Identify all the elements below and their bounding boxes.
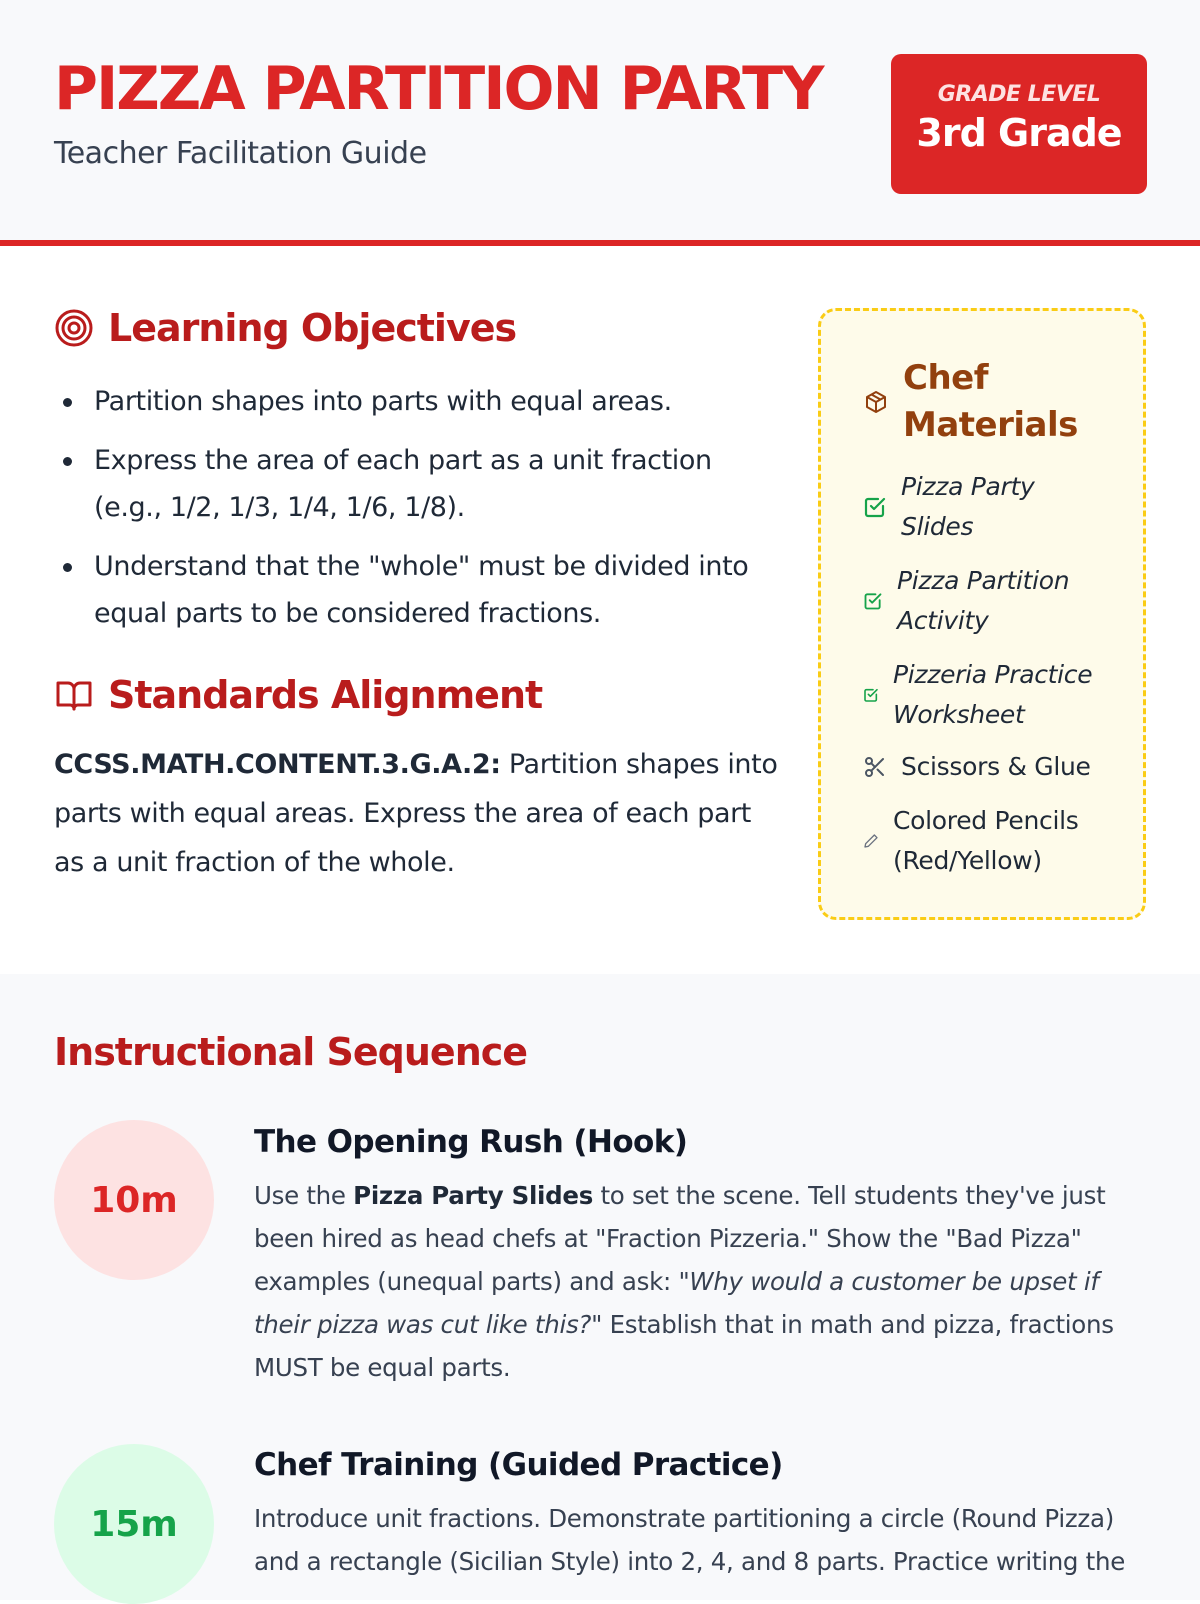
standards-description: [54, 740, 784, 887]
materials-item: [863, 561, 1097, 641]
step-description: Use the Pizza Party Slides to set the scene. Tell students they've just been hired as head chefs at "Fraction Pizzeria." Show the "Bad Pizza" examples (unequal parts) and ask: "Why would a customer be upset if their pizza was cut like this?" Establish that in math and pizza, fractions MUST be equal parts.: [254, 1181, 1114, 1382]
step-title: The Opening Rush (Hook): [254, 1124, 688, 1160]
pencil-icon: [863, 833, 879, 849]
sequence-heading: Instructional Sequence: [54, 1030, 528, 1074]
materials-heading-text: Chef Materials: [903, 358, 1078, 445]
objectives-heading: [54, 306, 516, 350]
step-time-badge: 15m: [54, 1444, 214, 1604]
check-square-icon: [863, 687, 879, 703]
materials-item-label: Pizzeria Practice Worksheet: [893, 660, 1093, 729]
materials-item: [863, 747, 1091, 787]
list-item: Partition shapes into parts with equal areas.: [54, 378, 774, 425]
list-item: Express the area of each part as a unit fraction (e.g., 1/2, 1/3, 1/4, 1/6, 1/8).: [54, 437, 774, 531]
package-icon: [863, 389, 889, 415]
check-square-icon: [863, 495, 887, 519]
page-subtitle: Teacher Facilitation Guide: [54, 136, 427, 171]
standard-code: CCSS.MATH.CONTENT.3.G.A.2:: [54, 749, 501, 780]
materials-heading: [863, 355, 1083, 449]
grade-level-badge: [891, 54, 1147, 194]
page-title: PIZZA PARTITION PARTY: [54, 54, 823, 124]
objectives-list: [54, 378, 774, 649]
materials-item-label: Pizza Partition Activity: [897, 566, 1070, 635]
page-header: [0, 0, 1200, 246]
check-square-icon: [863, 591, 883, 611]
step-description: Introduce unit fractions. Demonstrate partitioning a circle (Round Pizza) and a rectangle (Sicilian Style) into 2, 4, and 8 parts. Practice writing the: [254, 1504, 1125, 1576]
grade-level-label: GRADE LEVEL: [937, 82, 1101, 107]
standard-text: Partition shapes into parts with equal areas. Express the area of each part as a unit fraction of the whole.: [54, 749, 778, 878]
materials-item-label: Pizza Party Slides: [901, 472, 1035, 541]
list-item: Understand that the "whole" must be divided into equal parts to be considered fractions.: [54, 543, 774, 637]
materials-item: [863, 801, 1093, 881]
standards-heading-text: Standards Alignment: [108, 673, 543, 717]
materials-item: [863, 467, 1061, 547]
scissors-icon: [863, 755, 887, 779]
book-open-icon: [54, 675, 94, 715]
objectives-heading-text: Learning Objectives: [108, 306, 517, 350]
step-title: Chef Training (Guided Practice): [254, 1447, 783, 1483]
target-icon: [54, 308, 94, 348]
materials-panel: [818, 308, 1146, 920]
standards-heading: [54, 673, 542, 717]
materials-item-label: Colored Pencils (Red/Yellow): [893, 806, 1079, 875]
materials-item: [863, 655, 1113, 735]
materials-item-label: Scissors & Glue: [901, 752, 1091, 781]
step-time-badge: 10m: [54, 1120, 214, 1280]
grade-level-value: 3rd Grade: [916, 111, 1122, 155]
